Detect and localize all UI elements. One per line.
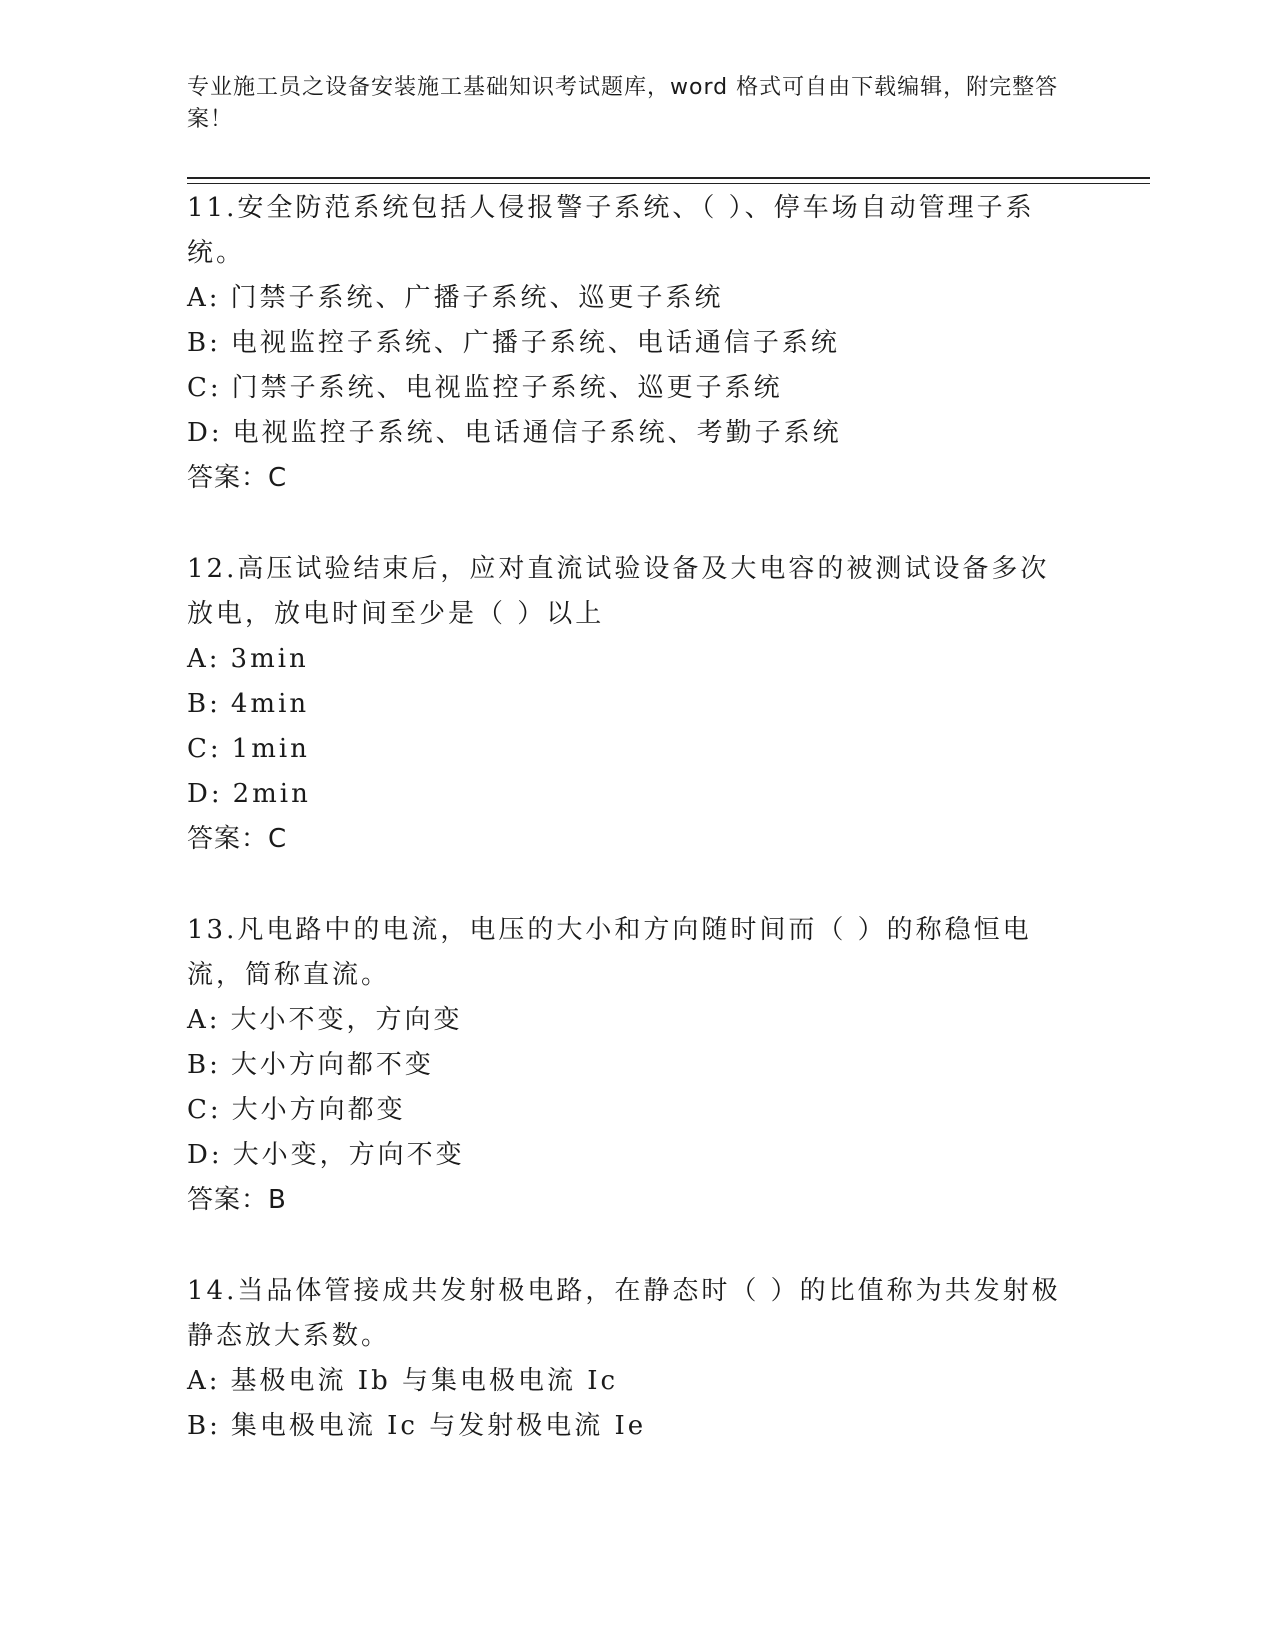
answer: 答案：C (187, 463, 288, 493)
option-d (187, 411, 1067, 456)
document-header: 专业施工员之设备安装施工基础知识考试题库，word 格式可自由下载编辑，附完整答案！ (187, 75, 1059, 132)
option-c (187, 727, 1067, 772)
question-stem: 13.凡电路中的电流，电压的大小和方向随时间而（ ）的称稳恒电流，简称直流。 (187, 915, 1032, 990)
option-b (187, 1043, 1067, 1088)
option-text: 门禁子系统、广播子系统、巡更子系统 (230, 283, 724, 313)
option-key: B: (187, 1411, 221, 1441)
option-text: 3min (230, 644, 309, 674)
option-text: 集电极电流 Ic 与发射极电流 Ie (230, 1411, 647, 1441)
option-key: A: (187, 283, 221, 313)
option-text: 电视监控子系统、广播子系统、电话通信子系统 (230, 328, 840, 358)
answer: 答案：C (187, 824, 288, 854)
question-13 (187, 908, 1067, 1223)
option-b (187, 682, 1067, 727)
option-text: 大小方向都不变 (230, 1050, 434, 1080)
option-key: C: (187, 734, 222, 764)
option-text: 大小方向都变 (231, 1095, 406, 1125)
answer: 答案：B (187, 1185, 287, 1215)
option-c (187, 366, 1067, 411)
question-14 (187, 1269, 1067, 1449)
option-text: 1min (231, 734, 310, 764)
option-d (187, 772, 1067, 817)
question-11 (187, 186, 1067, 501)
question-12 (187, 547, 1067, 862)
option-key: A: (187, 1366, 221, 1396)
option-text: 大小变，方向不变 (232, 1140, 465, 1170)
option-a (187, 637, 1067, 682)
option-a (187, 276, 1067, 321)
option-key: A: (187, 1005, 221, 1035)
option-d (187, 1133, 1067, 1178)
option-text: 4min (230, 689, 310, 719)
option-c (187, 1088, 1067, 1133)
option-key: B: (187, 1050, 221, 1080)
option-key: D: (187, 418, 223, 448)
option-text: 电视监控子系统、电话通信子系统、考勤子系统 (232, 418, 842, 448)
header-divider-thin (187, 183, 1150, 184)
option-key: B: (187, 328, 221, 358)
option-b (187, 321, 1067, 366)
header-divider (187, 177, 1150, 179)
question-stem: 11.安全防范系统包括人侵报警子系统、（ ）、停车场自动管理子系统。 (187, 193, 1035, 268)
option-text: 门禁子系统、电视监控子系统、巡更子系统 (231, 373, 783, 403)
option-a (187, 998, 1067, 1043)
question-stem: 12.高压试验结束后，应对直流试验设备及大电容的被测试设备多次放电，放电时间至少是（ ）以上 (187, 554, 1050, 629)
option-key: B: (187, 689, 221, 719)
option-text: 基极电流 Ib 与集电极电流 Ic (230, 1366, 619, 1396)
question-stem: 14.当品体管接成共发射极电路，在静态时（ ）的比值称为共发射极静态放大系数。 (187, 1276, 1061, 1351)
option-key: C: (187, 1095, 222, 1125)
option-text: 大小不变，方向变 (230, 1005, 463, 1035)
option-b (187, 1404, 1067, 1449)
option-key: C: (187, 373, 222, 403)
option-key: D: (187, 779, 223, 809)
option-a (187, 1359, 1067, 1404)
option-text: 2min (232, 779, 311, 809)
option-key: A: (187, 644, 221, 674)
option-key: D: (187, 1140, 223, 1170)
